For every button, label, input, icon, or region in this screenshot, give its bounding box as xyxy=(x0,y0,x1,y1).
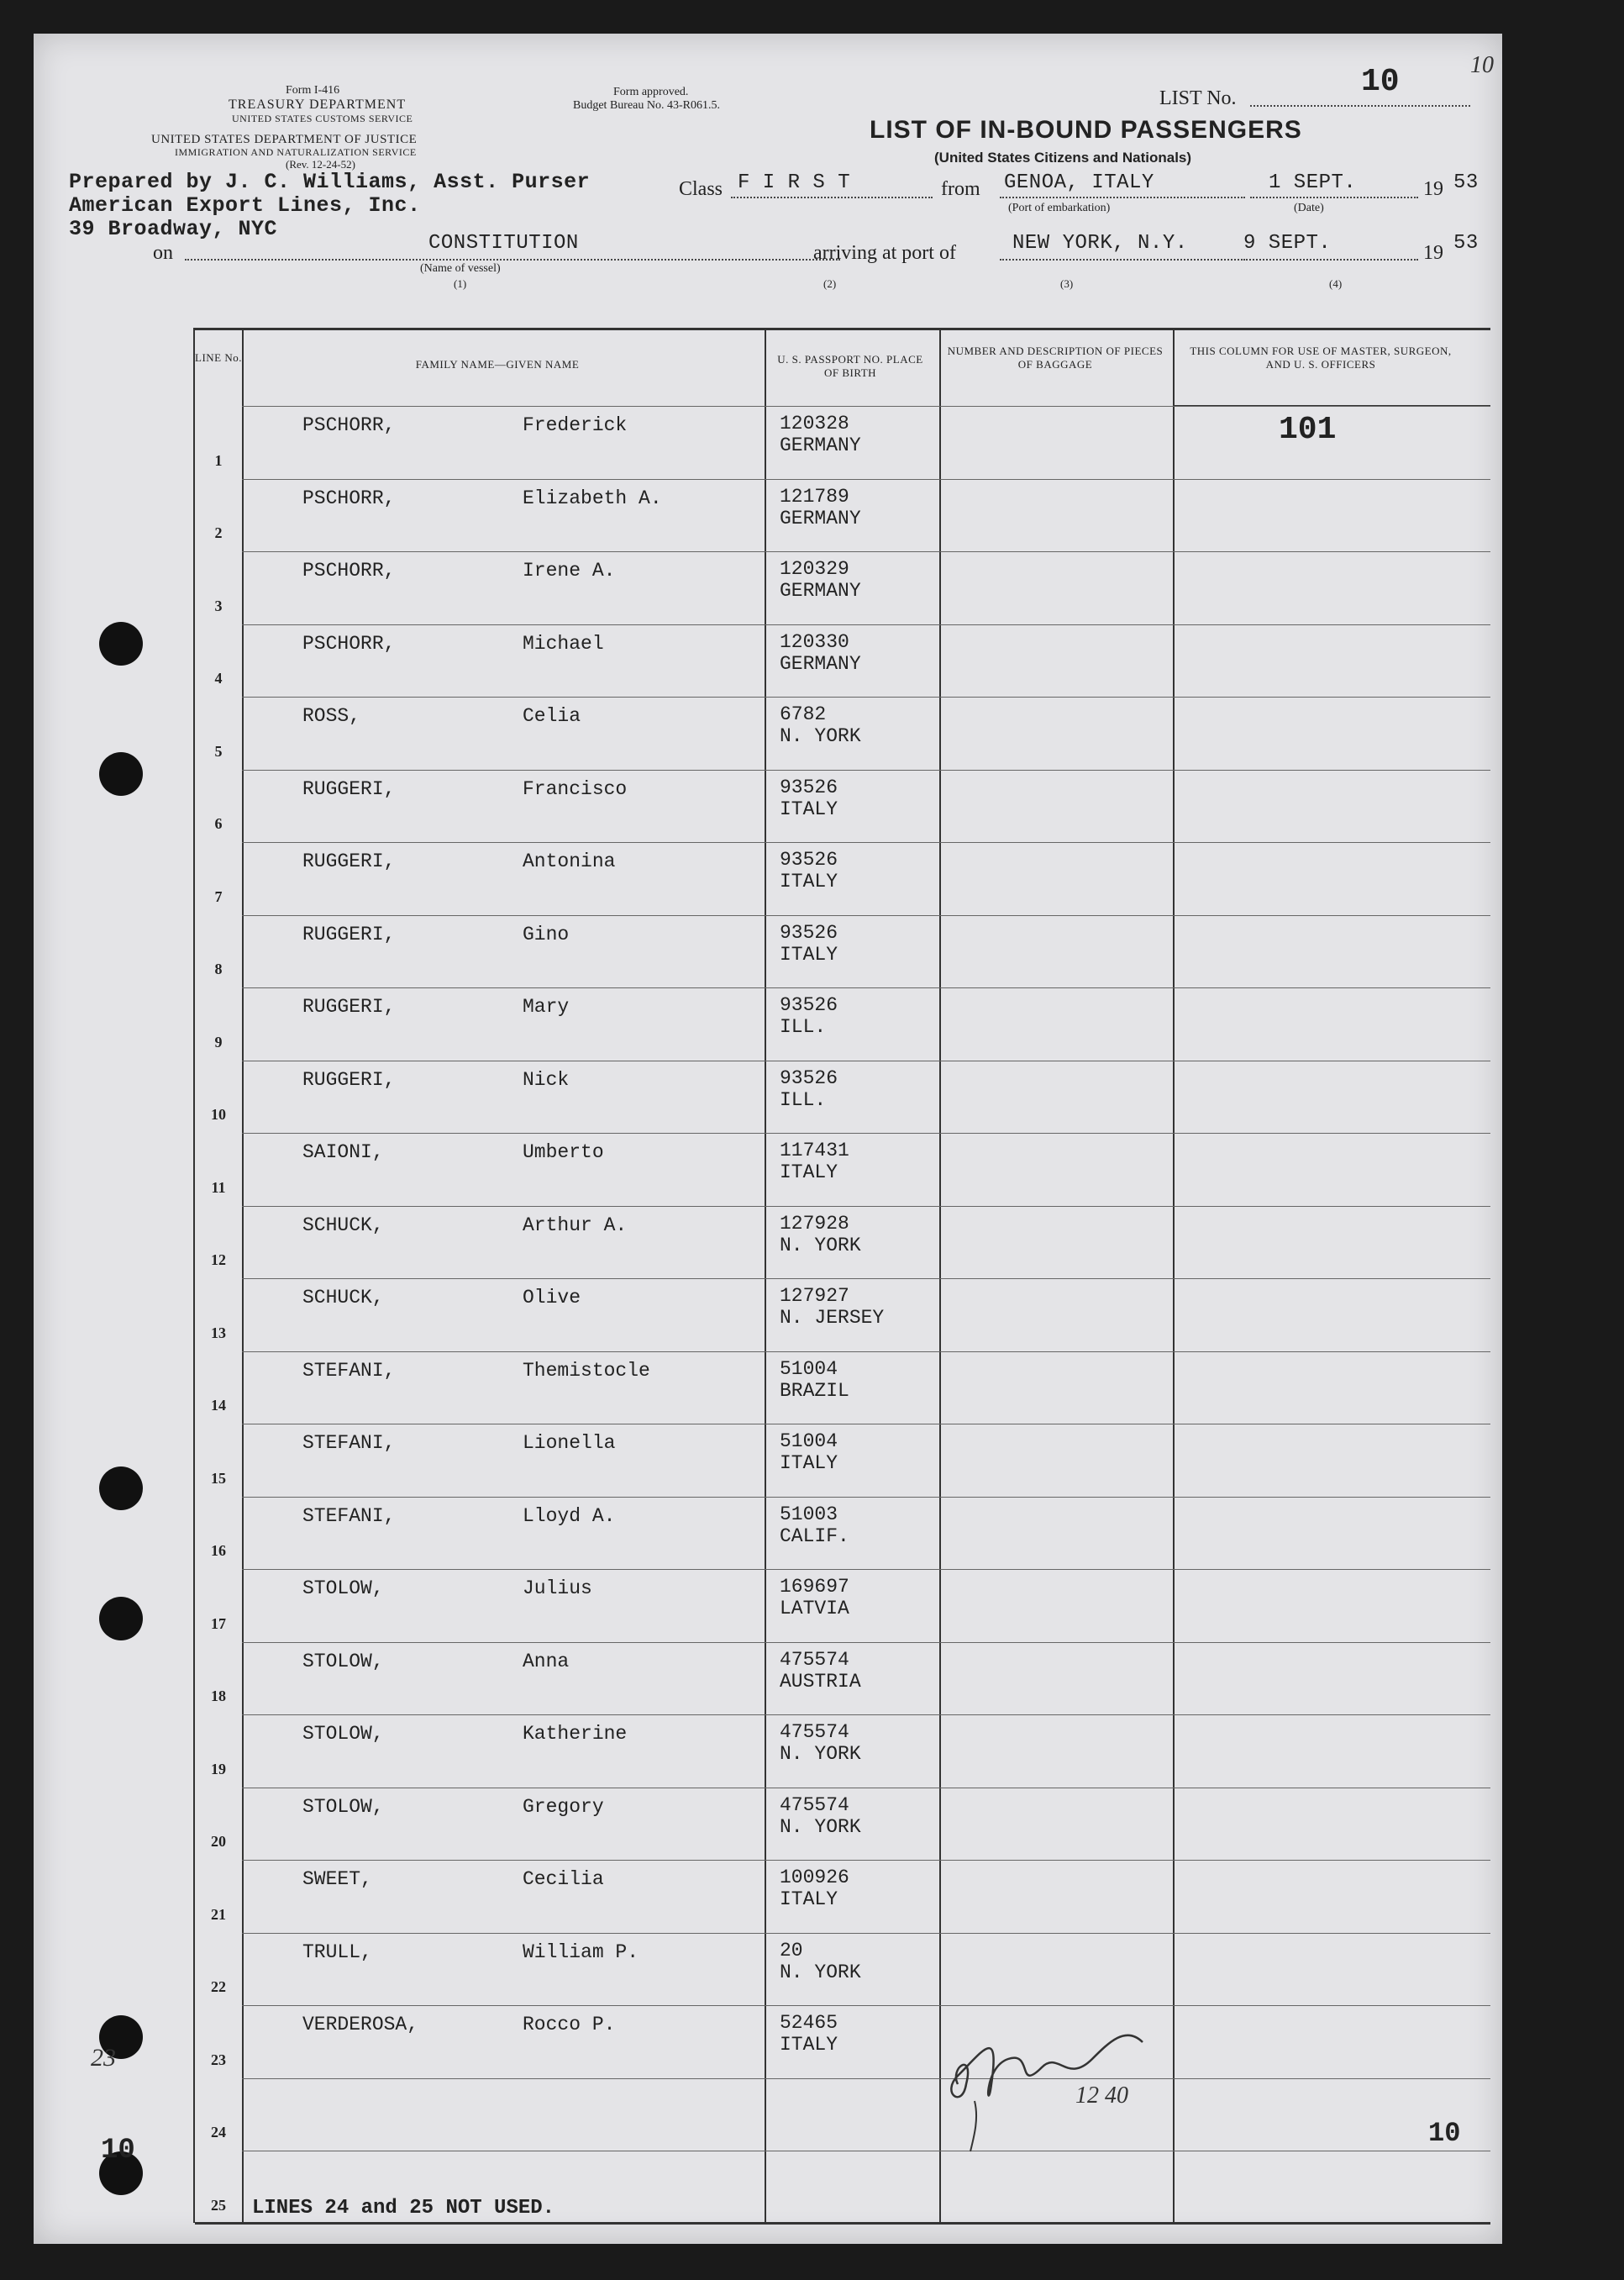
line-number: 15 xyxy=(211,1469,226,1487)
given-name: Themistocle xyxy=(523,1359,650,1382)
passport-number: 51004 xyxy=(780,1357,838,1380)
from-value: GENOA, ITALY xyxy=(1004,171,1154,194)
list-subtitle: (United States Citizens and Nationals) xyxy=(934,150,1192,166)
header-officers: THIS COLUMN FOR USE OF MASTER, SURGEON, AND U. S. OFFICERS xyxy=(1190,345,1452,371)
punch-hole xyxy=(99,622,143,666)
line-number: 12 xyxy=(211,1251,226,1268)
passport-number: 20 xyxy=(780,1939,803,1961)
row-divider xyxy=(242,987,1490,988)
document-page xyxy=(34,34,1502,2244)
from-label: from xyxy=(941,178,980,200)
row-divider xyxy=(242,479,1490,480)
given-name: Antonina xyxy=(523,850,616,872)
passport-number: 127927 xyxy=(780,1285,849,1307)
line-number: 13 xyxy=(211,1324,226,1341)
passport-number: 93526 xyxy=(780,849,838,871)
given-name: Frederick xyxy=(523,414,628,436)
given-name: Francisco xyxy=(523,777,628,800)
passport-number: 100926 xyxy=(780,1867,849,1888)
department: TREASURY DEPARTMENT xyxy=(229,97,407,112)
justice-dept: UNITED STATES DEPARTMENT OF JUSTICE xyxy=(151,133,418,146)
margin-note-10: 10 xyxy=(101,2135,135,2167)
row-divider xyxy=(242,1860,1490,1861)
place-of-birth: CALIF. xyxy=(780,1524,849,1547)
family-name: SWEET, xyxy=(302,1868,372,1890)
given-name: Lloyd A. xyxy=(523,1504,616,1527)
given-name: Gregory xyxy=(523,1795,604,1818)
vessel: CONSTITUTION xyxy=(428,232,579,255)
line-number: 4 xyxy=(214,670,223,687)
table-bottom-border xyxy=(195,2222,1490,2225)
company: American Export Lines, Inc. xyxy=(69,193,421,218)
row-divider xyxy=(242,406,1490,407)
passport-number: 120328 xyxy=(780,413,849,434)
passport-number: 169697 xyxy=(780,1576,849,1598)
year-prefix-1: 19 xyxy=(1423,178,1443,200)
place-of-birth: ITALY xyxy=(780,798,838,820)
list-no-label: LIST No. xyxy=(1159,87,1237,109)
col-n3: (3) xyxy=(1060,277,1074,290)
given-name: Umberto xyxy=(523,1141,604,1163)
family-name: RUGGERI, xyxy=(302,1068,396,1091)
handwritten-signature xyxy=(924,1992,1193,2160)
class-value: F I R S T xyxy=(738,171,851,194)
line-number: 22 xyxy=(211,1978,226,1995)
line-number: 24 xyxy=(211,2124,226,2140)
line-number: 19 xyxy=(211,1760,226,1777)
vessel-underline xyxy=(185,259,840,261)
port-embark-label: (Port of embarkation) xyxy=(1008,202,1111,214)
family-name: STEFANI, xyxy=(302,1432,396,1454)
row-divider xyxy=(242,2078,1490,2079)
punch-hole xyxy=(99,1466,143,1510)
year-prefix-2: 19 xyxy=(1423,242,1443,264)
place-of-birth: ITALY xyxy=(780,871,838,893)
row-divider xyxy=(242,1133,1490,1134)
given-name: Michael xyxy=(523,632,604,655)
row-divider xyxy=(242,915,1490,916)
row-divider xyxy=(242,770,1490,771)
row-divider xyxy=(242,1569,1490,1570)
family-name: PSCHORR, xyxy=(302,560,396,582)
family-name: TRULL, xyxy=(302,1940,372,1963)
officer-mark: 101 xyxy=(1279,412,1337,448)
passport-number: 93526 xyxy=(780,776,838,798)
class-underline xyxy=(731,197,933,198)
from-underline xyxy=(1000,197,1245,198)
passport-number: 475574 xyxy=(780,1648,849,1671)
given-name: Elizabeth A. xyxy=(523,487,662,509)
line-number: 8 xyxy=(214,961,223,977)
family-name: STOLOW, xyxy=(302,1795,384,1818)
line-number: 20 xyxy=(211,1833,226,1850)
family-name: SCHUCK, xyxy=(302,1214,384,1236)
header-baggage: NUMBER AND DESCRIPTION OF PIECES OF BAGGAGE xyxy=(947,345,1164,371)
form-approved: Form approved. xyxy=(613,86,689,98)
passport-number: 93526 xyxy=(780,994,838,1016)
given-name: Rocco P. xyxy=(523,2014,616,2035)
revision: (Rev. 12-24-52) xyxy=(286,158,355,171)
list-title: LIST OF IN-BOUND PASSENGERS xyxy=(870,116,1302,144)
given-name: Katherine xyxy=(523,1723,628,1745)
family-name: RUGGERI, xyxy=(302,996,396,1018)
passport-number: 117431 xyxy=(780,1140,849,1161)
col-divider xyxy=(242,328,244,2223)
given-name: Anna xyxy=(523,1650,570,1672)
line-number: 21 xyxy=(211,1905,226,1923)
line-number: 3 xyxy=(214,597,223,614)
row-divider xyxy=(242,1642,1490,1643)
row-divider xyxy=(242,1351,1490,1352)
vessel-label: (Name of vessel) xyxy=(420,262,501,275)
passport-number: 51004 xyxy=(780,1430,838,1452)
place-of-birth: BRAZIL xyxy=(780,1379,849,1402)
footer-note: LINES 24 and 25 NOT USED. xyxy=(252,2197,555,2219)
given-name: William P. xyxy=(523,1940,639,1963)
col-n4: (4) xyxy=(1329,277,1343,290)
line-number: 9 xyxy=(214,1033,223,1050)
given-name: Julius xyxy=(523,1577,592,1599)
prepared-by: Prepared by J. C. Williams, Asst. Purser xyxy=(69,170,591,194)
family-name: RUGGERI, xyxy=(302,923,396,945)
given-name: Arthur A. xyxy=(523,1214,628,1236)
line-number: 6 xyxy=(214,815,223,832)
place-of-birth: N. YORK xyxy=(780,725,861,747)
port: NEW YORK, N.Y. xyxy=(1012,232,1188,255)
margin-note-23: 23 xyxy=(91,2044,116,2072)
year2: 53 xyxy=(1453,232,1479,255)
date1-underline xyxy=(1250,197,1418,198)
place-of-birth: ILL. xyxy=(780,1088,827,1111)
row-divider xyxy=(242,1278,1490,1279)
family-name: PSCHORR, xyxy=(302,414,396,436)
place-of-birth: GERMANY xyxy=(780,580,861,602)
place-of-birth: N. YORK xyxy=(780,1743,861,1765)
place-of-birth: GERMANY xyxy=(780,507,861,529)
col-n2: (2) xyxy=(823,277,837,290)
col-n1: (1) xyxy=(454,277,467,290)
line-number: 11 xyxy=(211,1178,226,1196)
passport-number: 127928 xyxy=(780,1212,849,1235)
date2-underline xyxy=(1243,259,1418,261)
budget-bureau: Budget Bureau No. 43-R061.5. xyxy=(573,99,720,112)
port-underline xyxy=(1000,259,1245,261)
row-divider xyxy=(242,1933,1490,1934)
place-of-birth: ITALY xyxy=(780,2034,838,2056)
line-number: 5 xyxy=(214,742,223,760)
place-of-birth: ITALY xyxy=(780,943,838,966)
place-of-birth: LATVIA xyxy=(780,1598,849,1619)
family-name: STOLOW, xyxy=(302,1650,384,1672)
header-name: FAMILY NAME—GIVEN NAME xyxy=(415,358,580,371)
passport-number: 121789 xyxy=(780,485,849,508)
service: UNITED STATES CUSTOMS SERVICE xyxy=(232,113,413,124)
passport-number: 120330 xyxy=(780,630,849,653)
place-of-birth: N. YORK xyxy=(780,1234,861,1256)
date1: 1 SEPT. xyxy=(1269,171,1357,194)
corner-mark: 10 xyxy=(1470,52,1494,78)
passport-number: 6782 xyxy=(780,703,827,725)
date-label: (Date) xyxy=(1294,202,1324,214)
line-number: 1 xyxy=(214,451,223,469)
given-name: Celia xyxy=(523,705,581,727)
ins: IMMIGRATION AND NATURALIZATION SERVICE xyxy=(175,146,417,158)
row-divider xyxy=(242,697,1490,698)
given-name: Irene A. xyxy=(523,560,616,582)
family-name: VERDEROSA, xyxy=(302,2014,419,2035)
place-of-birth: ITALY xyxy=(780,1888,838,1910)
line-number: 16 xyxy=(211,1542,226,1559)
passenger-table xyxy=(193,328,1490,2223)
given-name: Lionella xyxy=(523,1432,616,1454)
col-divider xyxy=(765,328,766,2223)
date2: 9 SEPT. xyxy=(1243,232,1332,255)
given-name: Cecilia xyxy=(523,1868,604,1890)
place-of-birth: N. YORK xyxy=(780,1815,861,1838)
line-number: 10 xyxy=(211,1106,226,1123)
place-of-birth: GERMANY xyxy=(780,434,861,456)
line-number: 18 xyxy=(211,1688,226,1704)
form-number: Form I-416 xyxy=(286,84,340,97)
list-no: 10 xyxy=(1361,64,1400,100)
passport-number: 475574 xyxy=(780,1793,849,1816)
page-total: 10 xyxy=(1428,2118,1461,2149)
line-number: 17 xyxy=(211,1614,226,1632)
row-divider xyxy=(242,1714,1490,1715)
family-name: STOLOW, xyxy=(302,1723,384,1745)
place-of-birth: AUSTRIA xyxy=(780,1670,861,1693)
row-divider xyxy=(242,551,1490,552)
passport-number: 52465 xyxy=(780,2012,838,2034)
passport-number: 475574 xyxy=(780,1721,849,1743)
family-name: RUGGERI, xyxy=(302,777,396,800)
class-label: Class xyxy=(679,178,723,200)
row-divider xyxy=(242,1497,1490,1498)
family-name: STEFANI, xyxy=(302,1504,396,1527)
on-label: on xyxy=(153,242,173,264)
punch-hole xyxy=(99,752,143,796)
row-divider xyxy=(242,624,1490,625)
place-of-birth: GERMANY xyxy=(780,652,861,675)
line-number: 2 xyxy=(214,524,223,541)
family-name: STEFANI, xyxy=(302,1359,396,1382)
list-no-line xyxy=(1250,105,1470,107)
family-name: SCHUCK, xyxy=(302,1287,384,1308)
family-name: RUGGERI, xyxy=(302,850,396,872)
address: 39 Broadway, NYC xyxy=(69,217,278,241)
header-passport: U. S. PASSPORT NO. PLACE OF BIRTH xyxy=(777,353,923,379)
passport-number: 93526 xyxy=(780,921,838,944)
given-name: Mary xyxy=(523,996,570,1018)
line-number: 23 xyxy=(211,2051,226,2068)
line-number: 14 xyxy=(211,1397,226,1414)
place-of-birth: ITALY xyxy=(780,1452,838,1474)
family-name: PSCHORR, xyxy=(302,487,396,509)
year1: 53 xyxy=(1453,171,1479,194)
given-name: Gino xyxy=(523,923,570,945)
passport-number: 120329 xyxy=(780,558,849,580)
family-name: SAIONI, xyxy=(302,1141,384,1163)
passport-number: 51003 xyxy=(780,1503,838,1525)
col-divider xyxy=(1173,328,1175,2223)
place-of-birth: N. JERSEY xyxy=(780,1307,885,1329)
line-number: 7 xyxy=(214,887,223,905)
given-name: Olive xyxy=(523,1287,581,1308)
arriving-label: arriving at port of xyxy=(813,242,956,264)
place-of-birth: ILL. xyxy=(780,1016,827,1038)
family-name: PSCHORR, xyxy=(302,632,396,655)
family-name: ROSS, xyxy=(302,705,361,727)
table-top-border xyxy=(195,328,1490,330)
place-of-birth: ITALY xyxy=(780,1161,838,1183)
signature-note: 12 40 xyxy=(1075,2083,1128,2109)
place-of-birth: N. YORK xyxy=(780,1961,861,1983)
col-divider xyxy=(939,328,941,2223)
row-divider xyxy=(242,2005,1490,2006)
given-name: Nick xyxy=(523,1068,570,1091)
line-number: 25 xyxy=(211,2196,226,2214)
row-divider xyxy=(242,842,1490,843)
punch-hole xyxy=(99,1597,143,1640)
family-name: STOLOW, xyxy=(302,1577,384,1599)
header-line-no: LINE No. xyxy=(195,351,242,364)
row-divider xyxy=(242,1206,1490,1207)
passport-number: 93526 xyxy=(780,1066,838,1089)
